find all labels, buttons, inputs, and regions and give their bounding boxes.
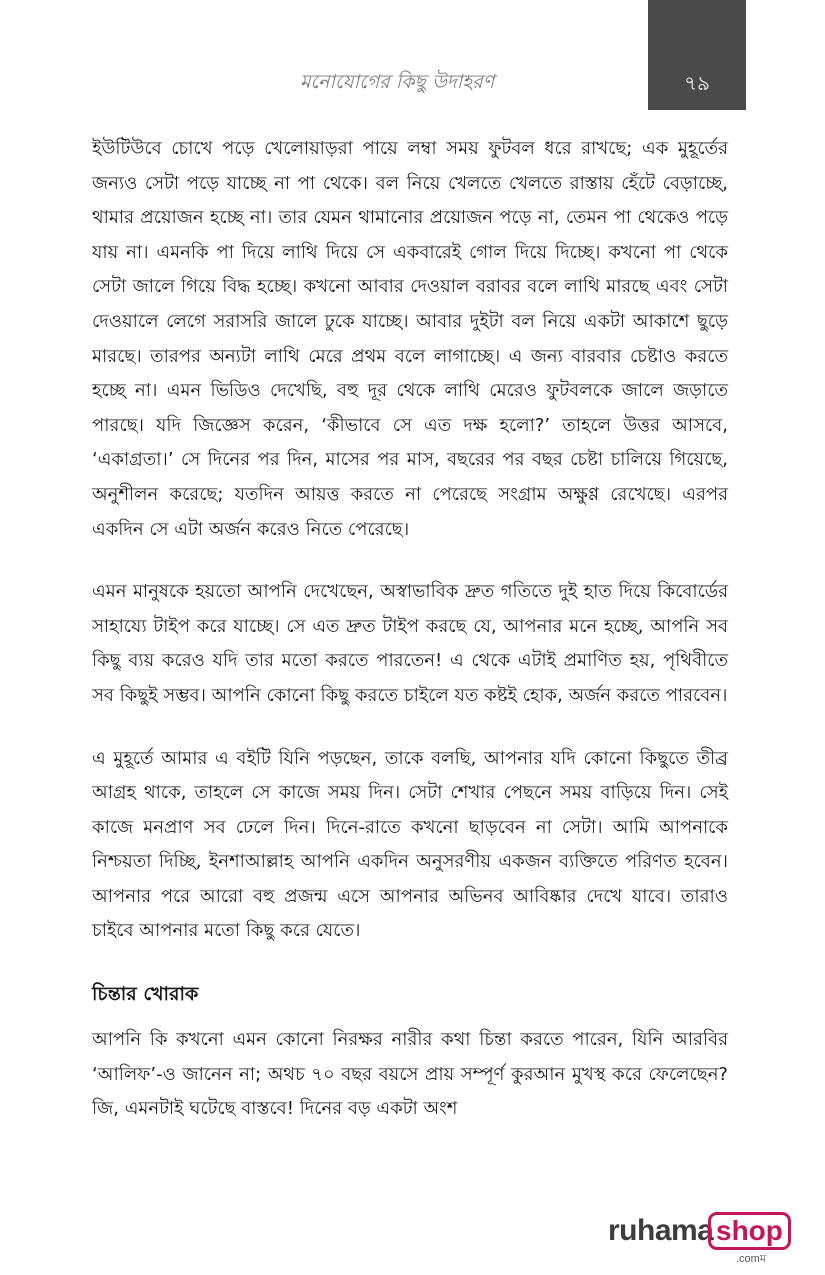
body-paragraph-1: ইউটিউবে চোখে পড়ে খেলোয়াড়রা পায়ে লম্বা সময় ফুটবল ধরে রাখছে; এক মুহূর্তের জন্যও সেটা পড়ে যাচ্ছে না পা থেকে। বল নিয়ে খেলতে খেলতে রাস্তায় হেঁটে বেড়াচ্ছে, থামার প্রয়োজন হচ্ছে না। তার যেমন থামানোর প্রয়োজন পড়ে না, তেমন পা থেকেও পড়ে যায় না। এমনকি পা দিয়ে লাথি দিয়ে সে একবারেই গোল দিয়ে দিচ্ছে। কখনো পা থেকে সেটা জালে গিয়ে বিদ্ধ হচ্ছে। কখনো আবার দেওয়াল বরাবর বলে লাথি মারছে এবং সেটা দেওয়ালে লেগে সরাসরি জালে ঢুকে যাচ্ছে। আবার দুইটা বল নিয়ে একটা আকাশে ছুড়ে মারছে। তারপর অন্যটা লাথি মেরে প্রথম বলে লাগাচ্ছে। এ জন্য বারবার চেষ্টাও করতে হচ্ছে না। এমন ভিডিও দেখেছি, বহু দূর থেকে লাথি মেরেও ফুটবলকে জালে জড়াতে পারছে। যদি জিজ্ঞেস করেন, ‘কীভাবে সে এত দক্ষ হলো?’ তাহলে উত্তর আসবে, ‘একাগ্রতা।’ সে দিনের পর দিন, মাসের পর মাস, বছরের পর বছর চেষ্টা চালিয়ে গিয়েছে, অনুশীলন করেছে; যতদিন আয়ত্ত করতে না পেরেছে সংগ্রাম অক্ষুণ্ণ রেখেছে। এরপর একদিন সে এটা অর্জন করেও নিতে পেরেছে। — [92, 138, 728, 540]
body-paragraph-3: এ মুহূর্তে আমার এ বইটি যিনি পড়ছেন, তাকে বলছি, আপনার যদি কোনো কিছুতে তীব্র আগ্রহ থাকে, তাহলে সে কাজে সময় দিন। সেটা শেখার পেছনে সময় বাড়িয়ে দিন। সেই কাজে মনপ্রাণ সব ঢেলে দিন। দিনে-রাতে কখনো ছাড়বেন না সেটা। আমি আপনাকে নিশ্চয়তা দিচ্ছি, ইনশাআল্লাহ আপনি একদিন অনুসরণীয় একজন ব্যক্তিতে পরিণত হবেন। আপনার পরে আরো বহু প্রজন্ম এসে আপনার অভিনব আবিষ্কার দেখে যাবে। তারাও চাইবে আপনার মতো কিছু করে যেতে। — [92, 747, 728, 942]
running-title: মনোযোগের কিছু উদাহরণ — [300, 71, 495, 93]
logo-text-ruhama: ruhama — [608, 1214, 714, 1247]
section-heading: চিন্তার খোরাক — [92, 983, 199, 1006]
page-number-tab — [648, 0, 746, 110]
logo-text-com: .comম — [736, 1253, 766, 1265]
page-body — [92, 132, 728, 1155]
page-number: ৭৯ — [684, 71, 710, 95]
body-paragraph-2: এমন মানুষকে হয়তো আপনি দেখেছেন, অস্বাভাবিক দ্রুত গতিতে দুই হাত দিয়ে কিবোর্ডের সাহায্যে টাইপ করে যাচ্ছে। সে এত দ্রুত টাইপ করছে যে, আপনার মনে হচ্ছে, আপনি সব কিছু ব্যয় করেও যদি তার মতো করতে পারতেন! এ থেকে এটাই প্রমাণিত হয়, পৃথিবীতে সব কিছুই সম্ভব। আপনি কোনো কিছু করতে চাইলে যত কষ্টই হোক, অর্জন করতে পারবেন। — [92, 581, 728, 706]
ruhamashop-watermark-logo — [608, 1210, 783, 1265]
section-paragraph: আপনি কি কখনো এমন কোনো নিরক্ষর নারীর কথা চিন্তা করতে পারেন, যিনি আরবির ‘আলিফ’-ও জানেন না; অথচ ৭০ বছর বয়সে প্রায় সম্পূর্ণ কুরআন মুখস্থ করে ফেলেছেন? জি, এমনটাই ঘটেছে বাস্তবে! দিনের বড় একটা অংশ — [92, 1029, 728, 1120]
logo-text-shop: shop — [708, 1212, 791, 1250]
